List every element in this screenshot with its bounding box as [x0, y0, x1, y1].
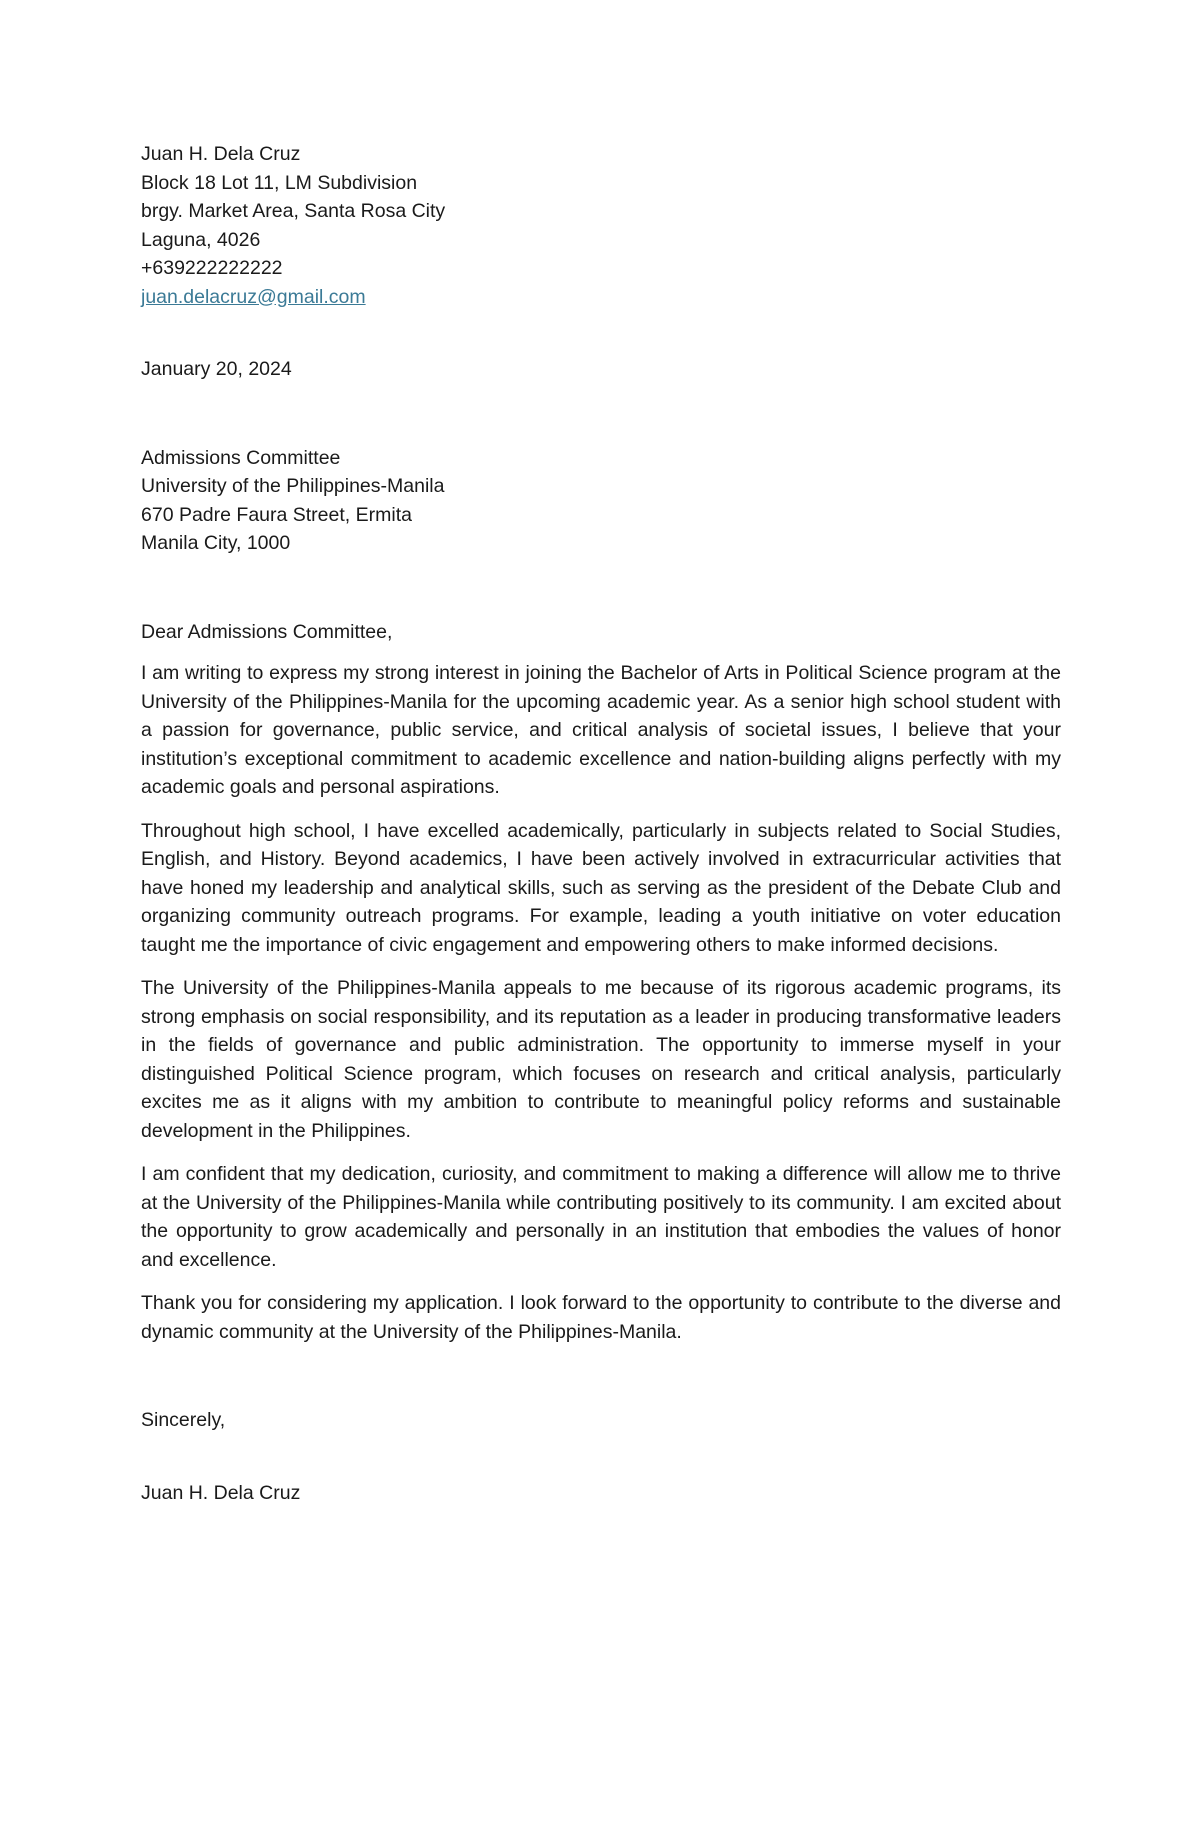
body-paragraph-3: The University of the Philippines-Manila appeals to me because of its rigorous academic programs, its strong emphasis on social responsibility, and its reputation as a leader in producing transformative leaders in the fields of governance and public administration. The opportunity to immerse myself in your distinguished Political Science program, which focuses on research and critical analysis, particularly excites me as it aligns with my ambition to contribute to meaningful policy reforms and sustainable development in the Philippines. — [141, 977, 1061, 1142]
closing: Sincerely, — [141, 1409, 226, 1431]
body-paragraph-4: I am confident that my dedication, curiosity, and commitment to making a difference will allow me to thrive at the University of the Philippines-Manila while contributing positively to its community. I am excited about the opportunity to grow academically and personally in an institution that embodies the values of honor and excellence. — [141, 1163, 1061, 1271]
recipient-line1: Admissions Committee — [141, 446, 341, 469]
sender-name: Juan H. Dela Cruz — [141, 143, 301, 165]
recipient-line3: 670 Padre Faura Street, Ermita — [141, 503, 412, 526]
recipient-line2: University of the Philippines-Manila — [141, 475, 445, 497]
letter-date: January 20, 2024 — [141, 358, 292, 380]
body-paragraph-2: Throughout high school, I have excelled academically, particularly in subjects related to Social Studies, English, and History. Beyond academics, I have been actively involved in extracurricular activities that have honed my leadership and analytical skills, such as serving as the president of the Debate Club and organizing community outreach programs. For example, leading a youth initiative on voter education taught me the importance of civic engagement and empowering others to make informed decisions. — [141, 819, 1061, 956]
sender-address-line1: Block 18 Lot 11, LM Subdivision — [141, 171, 418, 194]
body-paragraph-5: Thank you for considering my application. I look forward to the opportunity to contribute to the diverse and dynamic community at the University of the Philippines-Manila. — [141, 1292, 1061, 1343]
salutation: Dear Admissions Committee, — [141, 620, 393, 643]
sender-phone: +639222222222 — [141, 257, 283, 279]
letter-content — [141, 140, 1061, 1507]
sender-address-line3: Laguna, 4026 — [141, 228, 261, 251]
sender-block — [141, 140, 1061, 311]
recipient-line4: Manila City, 1000 — [141, 532, 291, 554]
sender-email-link[interactable]: juan.delacruz@gmail.com — [141, 285, 366, 308]
body-paragraph-1: I am writing to express my strong interest in joining the Bachelor of Arts in Political Science program at the University of the Philippines-Manila for the upcoming academic year. As a senior high school student with a passion for governance, public service, and critical analysis of societal issues, I believe that your institution’s exceptional commitment to academic excellence and nation-building aligns perfectly with my academic goals and personal aspirations. — [141, 662, 1061, 798]
recipient-block — [141, 444, 1061, 558]
sender-address-line2: brgy. Market Area, Santa Rosa City — [141, 200, 446, 222]
signature-name: Juan H. Dela Cruz — [141, 1481, 301, 1504]
